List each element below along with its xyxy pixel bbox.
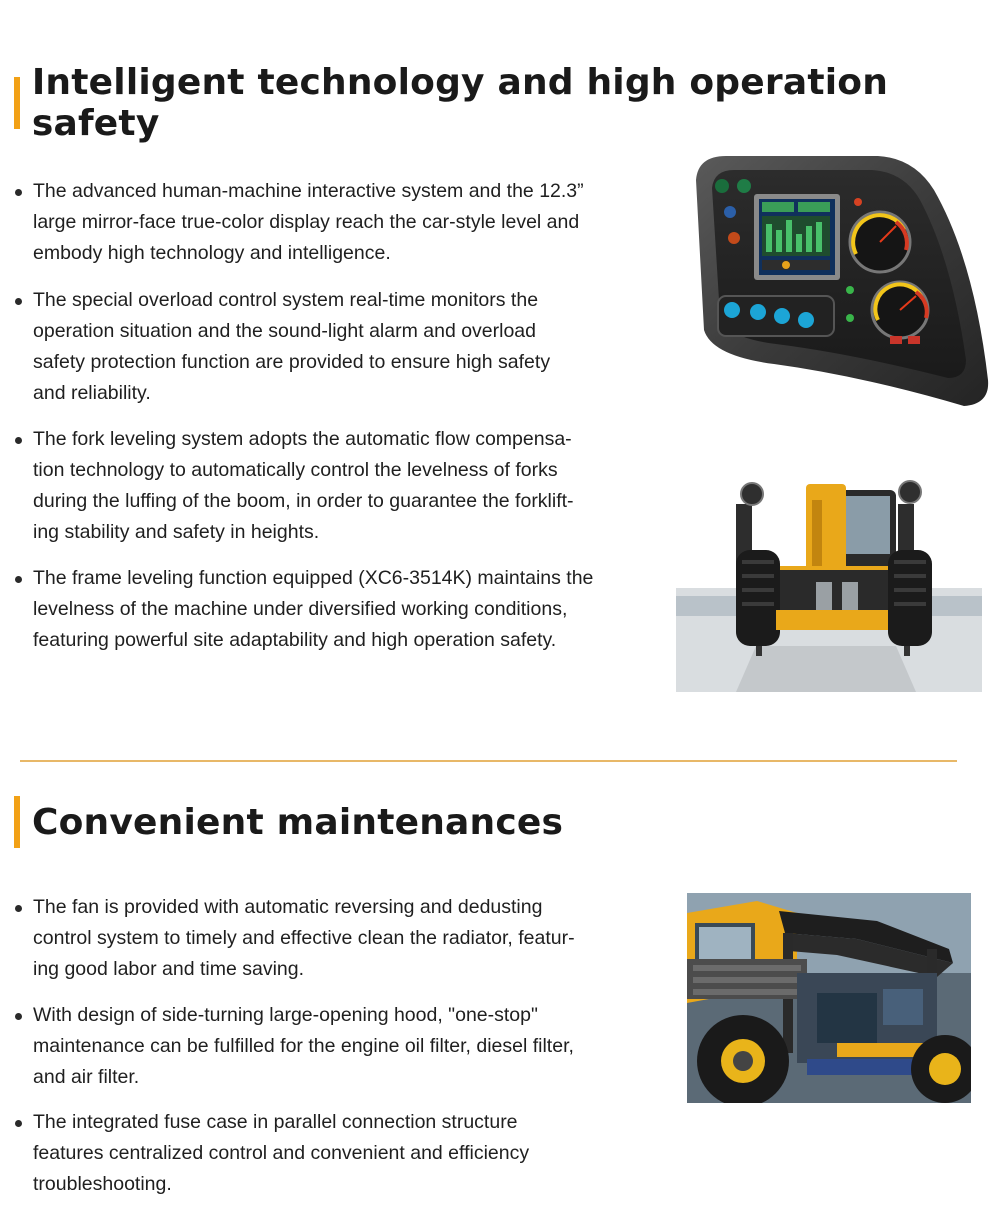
bullet-item: The fan is provided with automatic reversing and dedusting control system to timely and effective clean the radiator, featur- ing good labor and time saving. [0, 892, 653, 985]
bullet-item: With design of side-turning large-opening hood, "one-stop" maintenance can be fulfilled for the engine oil filter, diesel filter, and air filter. [0, 1000, 653, 1093]
bullet-item: The integrated fuse case in parallel connection structure features centralized control and convenient and efficiency troubleshooting. [0, 1107, 653, 1200]
bullet-item: The fork leveling system adopts the automatic flow compensa- tion technology to automatically control the levelness of forks during the luffing of the boom, in order to guarantee the forklift- ing stability and safety in heights. [0, 424, 653, 548]
section-divider [20, 760, 957, 762]
section-title-safety [14, 62, 1000, 144]
bullet-item: The special overload control system real-time monitors the operation situation and the sound-light alarm and overload safety protection function are provided to ensure high safety and reliability. [0, 285, 653, 409]
bullet-item: The frame leveling function equipped (XC6-3514K) maintains the levelness of the machine under diversified working conditions, featuring powerful site adaptability and high operation safety. [0, 563, 673, 656]
section-title-text: Intelligent technology and high operation safety [31, 62, 889, 144]
engine-hood-image [687, 893, 971, 1103]
bullet-item: The advanced human-machine interactive system and the 12.3” large mirror-face true-color display reach the car-style level and embody high technology and intelligence. [0, 176, 653, 269]
dashboard-display-image [682, 150, 994, 412]
section-title-text: Convenient maintenances [32, 801, 564, 843]
telehandler-front-image [676, 470, 982, 692]
section-title-maintenance [14, 796, 563, 848]
title-accent-bar [14, 796, 20, 848]
title-accent-bar [14, 77, 20, 129]
